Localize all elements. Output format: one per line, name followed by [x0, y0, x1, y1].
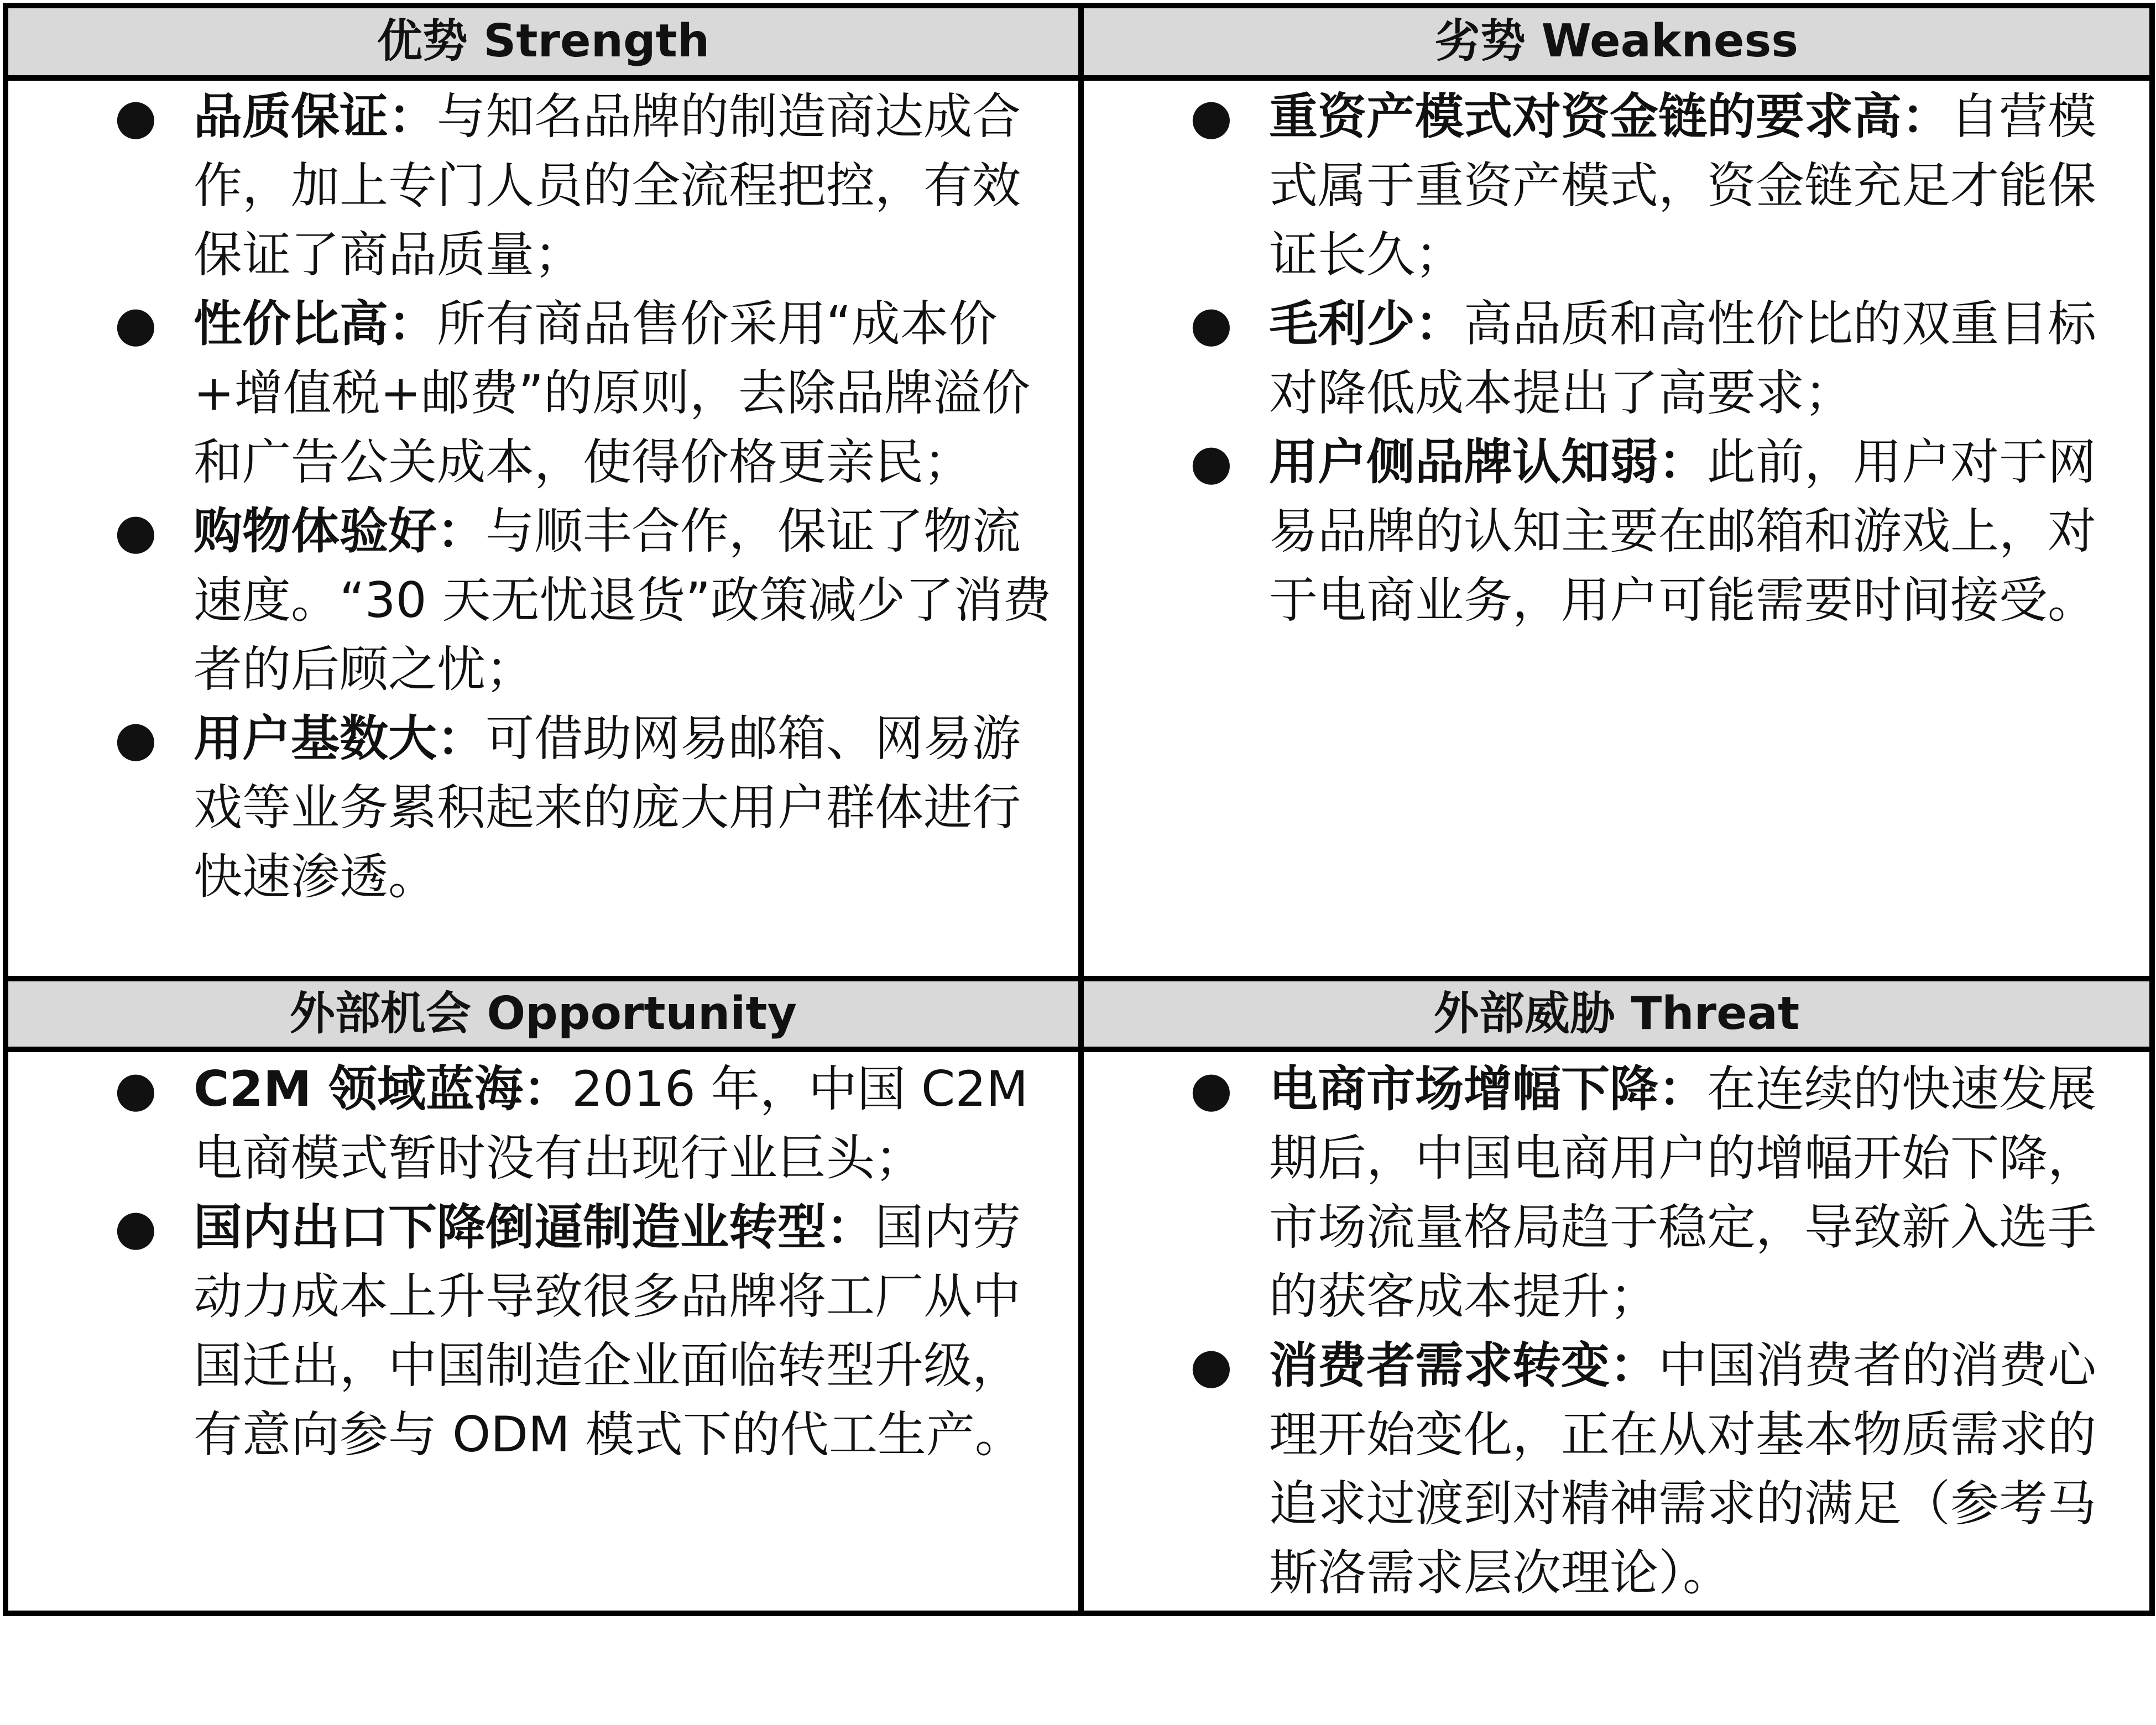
strength-item — [8, 704, 1078, 911]
item-text: 与顺丰合作，保证了物流速度。“30 天无忧退货”政策减少了消费者的后顾之忧； — [194, 502, 1052, 698]
strength-header: 优势 Strength — [6, 6, 1081, 78]
weakness-header: 劣势 Weakness — [1081, 6, 2152, 78]
bullet-icon: ● — [1190, 295, 1233, 352]
opportunity-item — [8, 1054, 1078, 1193]
bullet-icon: ● — [1190, 1337, 1233, 1394]
bullet-icon: ● — [114, 87, 157, 145]
threat-item — [1084, 1331, 2149, 1607]
item-text: 高品质和高性价比的双重目标对降低成本提出了高要求； — [1269, 295, 2097, 421]
item-heading: 用户基数大： — [194, 709, 486, 767]
item-text: 2016 年，中国 C2M 电商模式暂时没有出现行业巨头； — [194, 1060, 1029, 1187]
bullet-icon: ● — [114, 295, 157, 352]
opportunity-header: 外部机会 Opportunity — [6, 979, 1081, 1050]
item-heading: 毛利少： — [1269, 295, 1464, 352]
bullet-icon: ● — [114, 1060, 157, 1118]
strength-list — [8, 81, 1078, 911]
swot-body-row-top — [6, 78, 2152, 979]
weakness-cell — [1081, 78, 2152, 979]
threat-cell — [1081, 1049, 2152, 1613]
item-heading: 品质保证： — [194, 87, 437, 145]
item-heading: 消费者需求转变： — [1269, 1337, 1659, 1394]
strength-cell — [6, 78, 1081, 979]
swot-body-row-bottom — [6, 1049, 2152, 1613]
strength-item — [8, 289, 1078, 496]
item-heading: 重资产模式对资金链的要求高： — [1269, 87, 1951, 145]
weakness-item — [1084, 82, 2149, 289]
item-text: 与知名品牌的制造商达成合作，加上专门人员的全流程把控，有效保证了商品质量； — [194, 87, 1021, 283]
swot-header-row-bottom — [6, 979, 2152, 1050]
opportunity-cell — [6, 1049, 1081, 1613]
weakness-item — [1084, 289, 2149, 427]
threat-item — [1084, 1054, 2149, 1331]
item-text: 自营模式属于重资产模式，资金链充足才能保证长久； — [1269, 87, 2097, 283]
item-heading: 用户侧品牌认知弱： — [1269, 433, 1708, 490]
item-heading: 国内出口下降倒逼制造业转型： — [194, 1199, 875, 1256]
opportunity-list — [8, 1052, 1078, 1469]
item-heading: 性价比高： — [194, 295, 437, 352]
item-heading: 购物体验好： — [194, 502, 486, 560]
item-heading: C2M 领域蓝海： — [194, 1060, 572, 1118]
swot-table — [3, 3, 2155, 1616]
bullet-icon: ● — [114, 1199, 157, 1256]
bullet-icon: ● — [1190, 87, 1233, 145]
strength-item — [8, 496, 1078, 704]
item-text: 此前，用户对于网易品牌的认知主要在邮箱和游戏上，对于电商业务，用户可能需要时间接受。 — [1269, 433, 2097, 629]
bullet-icon: ● — [114, 502, 157, 560]
threat-header: 外部威胁 Threat — [1081, 979, 2152, 1050]
bullet-icon: ● — [1190, 1060, 1233, 1118]
weakness-list — [1084, 81, 2149, 635]
opportunity-item — [8, 1193, 1078, 1469]
threat-list — [1084, 1052, 2149, 1607]
item-text: 所有商品售价采用“成本价+增值税+邮费”的原则，去除品牌溢价和广告公关成本，使得价格更亲民； — [194, 295, 1031, 490]
swot-header-row-top — [6, 6, 2152, 78]
bullet-icon: ● — [114, 709, 157, 767]
item-text: 中国消费者的消费心理开始变化，正在从对基本物质需求的追求过渡到对精神需求的满足（参考马斯洛需求层次理论）。 — [1269, 1337, 2097, 1602]
item-text: 在连续的快速发展期后，中国电商用户的增幅开始下降，市场流量格局趋于稳定，导致新入选手的获客成本提升； — [1269, 1060, 2097, 1325]
item-text: 可借助网易邮箱、网易游戏等业务累积起来的庞大用户群体进行快速渗透。 — [194, 709, 1021, 905]
item-heading: 电商市场增幅下降： — [1269, 1060, 1708, 1118]
strength-item — [8, 82, 1078, 289]
bullet-icon: ● — [1190, 433, 1233, 490]
weakness-item — [1084, 427, 2149, 635]
item-text: 国内劳动力成本上升导致很多品牌将工厂从中国迁出，中国制造企业面临转型升级，有意向参与 ODM 模式下的代工生产。 — [194, 1199, 1024, 1463]
